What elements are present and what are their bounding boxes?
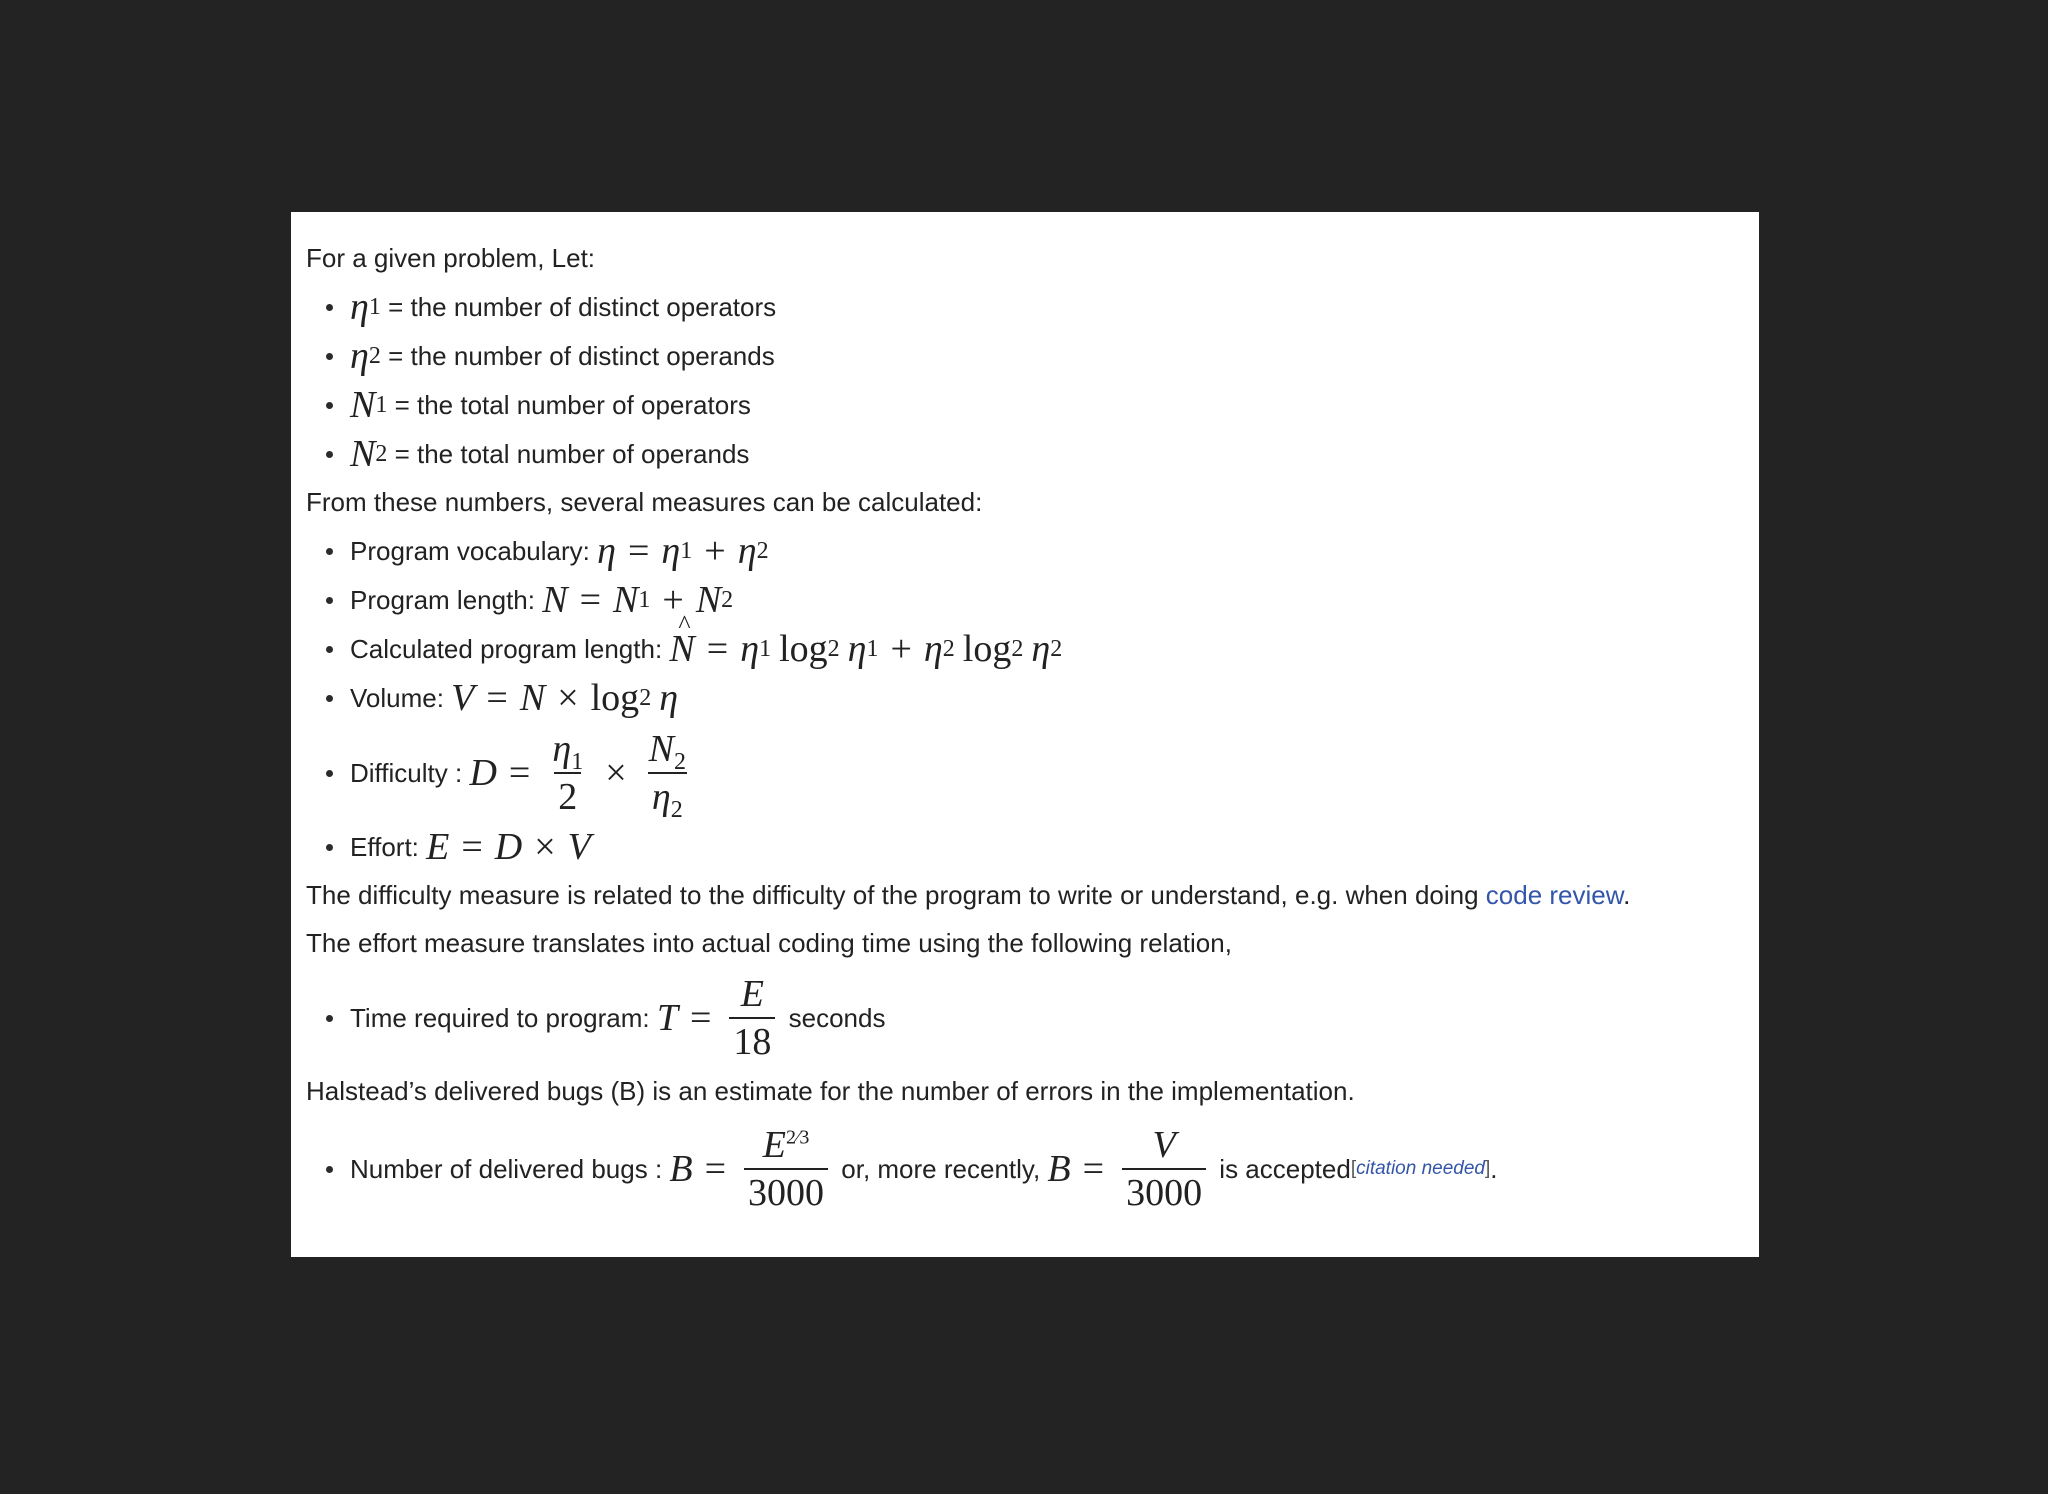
definition-text: = the number of distinct operators xyxy=(380,292,777,322)
list-item xyxy=(335,630,1744,668)
definition-text: = the number of distinct operands xyxy=(380,341,775,371)
article-panel xyxy=(291,212,1759,1257)
bugs-mid-text: or, more recently, xyxy=(834,1154,1048,1184)
list-item xyxy=(335,728,1744,823)
measures-list xyxy=(306,532,1744,866)
list-item xyxy=(335,1121,1744,1217)
citation-needed xyxy=(1351,1152,1490,1186)
effort-label: Effort: xyxy=(350,832,427,862)
bugs-list xyxy=(306,1121,1744,1217)
list-item xyxy=(335,337,1744,375)
effort-formula: E = D × V xyxy=(426,826,591,868)
time-formula: T = $\frac{E}{18}$ xyxy=(657,973,782,1063)
intro-text: For a given problem, Let: xyxy=(306,243,596,273)
bugs-formula-1: B = $\frac{E^{2⁄3}}{3000}$ xyxy=(669,1124,834,1214)
volume-label: Volume: xyxy=(350,683,452,713)
vocabulary-label: Program vocabulary: xyxy=(350,536,598,566)
math-n2: N 2 xyxy=(350,433,388,475)
definition-text: = the total number of operands xyxy=(387,439,750,469)
measures-intro-text: From these numbers, several measures can be calculated: xyxy=(306,487,983,517)
length-label: Program length: xyxy=(350,585,543,615)
time-unit: seconds xyxy=(781,1003,886,1033)
length-formula: N = N 1 + N 2 xyxy=(542,579,734,621)
list-item xyxy=(335,435,1744,473)
bugs-label: Number of delivered bugs : xyxy=(350,1154,670,1184)
time-label: Time required to program: xyxy=(350,1003,657,1033)
bugs-formula-2: B = $\frac{V}{3000}$ xyxy=(1047,1124,1212,1214)
citation-needed-link[interactable]: citation needed xyxy=(1356,1158,1485,1179)
math-eta1: η 1 xyxy=(350,286,381,328)
list-item xyxy=(335,288,1744,326)
definitions-list xyxy=(306,288,1744,473)
difficulty-formula: D = $\frac{\eta_1}{2}$ × $\frac{N_2}{\eta_2}$ xyxy=(469,728,686,823)
difficulty-paragraph xyxy=(306,877,1744,913)
bugs-paragraph: Halstead’s delivered bugs (B) is an estimate for the number of errors in the implementation. xyxy=(306,1076,1355,1106)
list-item xyxy=(335,828,1744,866)
vocabulary-formula: η = η 1 + η 2 xyxy=(597,530,769,572)
cite-close: ] xyxy=(1485,1158,1491,1179)
calc-length-formula: ^ N = η 1 log 2 η 1 + η 2 log 2 η 2 xyxy=(669,630,1062,668)
list-item xyxy=(335,973,1744,1063)
bugs-end-text: is accepted xyxy=(1212,1154,1351,1184)
definition-text: = the total number of operators xyxy=(387,390,751,420)
math-n1: N 1 xyxy=(350,384,388,426)
math-eta2: η 2 xyxy=(350,335,381,377)
code-review-link[interactable]: code review xyxy=(1485,880,1624,910)
effort-paragraph: The effort measure translates into actual coding time using the following relation, xyxy=(306,928,1232,958)
paragraph-period: . xyxy=(1623,880,1631,910)
time-list xyxy=(306,973,1744,1063)
list-item xyxy=(335,581,1744,619)
volume-formula: V = N × log 2 η xyxy=(451,677,679,719)
calc-length-label: Calculated program length: xyxy=(350,634,670,664)
list-item xyxy=(335,532,1744,570)
cite-open: [ xyxy=(1350,1158,1357,1179)
sentence-period: . xyxy=(1490,1154,1498,1184)
list-item xyxy=(335,386,1744,424)
list-item xyxy=(335,679,1744,717)
difficulty-label: Difficulty : xyxy=(350,758,470,788)
difficulty-paragraph-text: The difficulty measure is related to the difficulty of the program to write or understand, e.g. when doing xyxy=(306,880,1486,910)
